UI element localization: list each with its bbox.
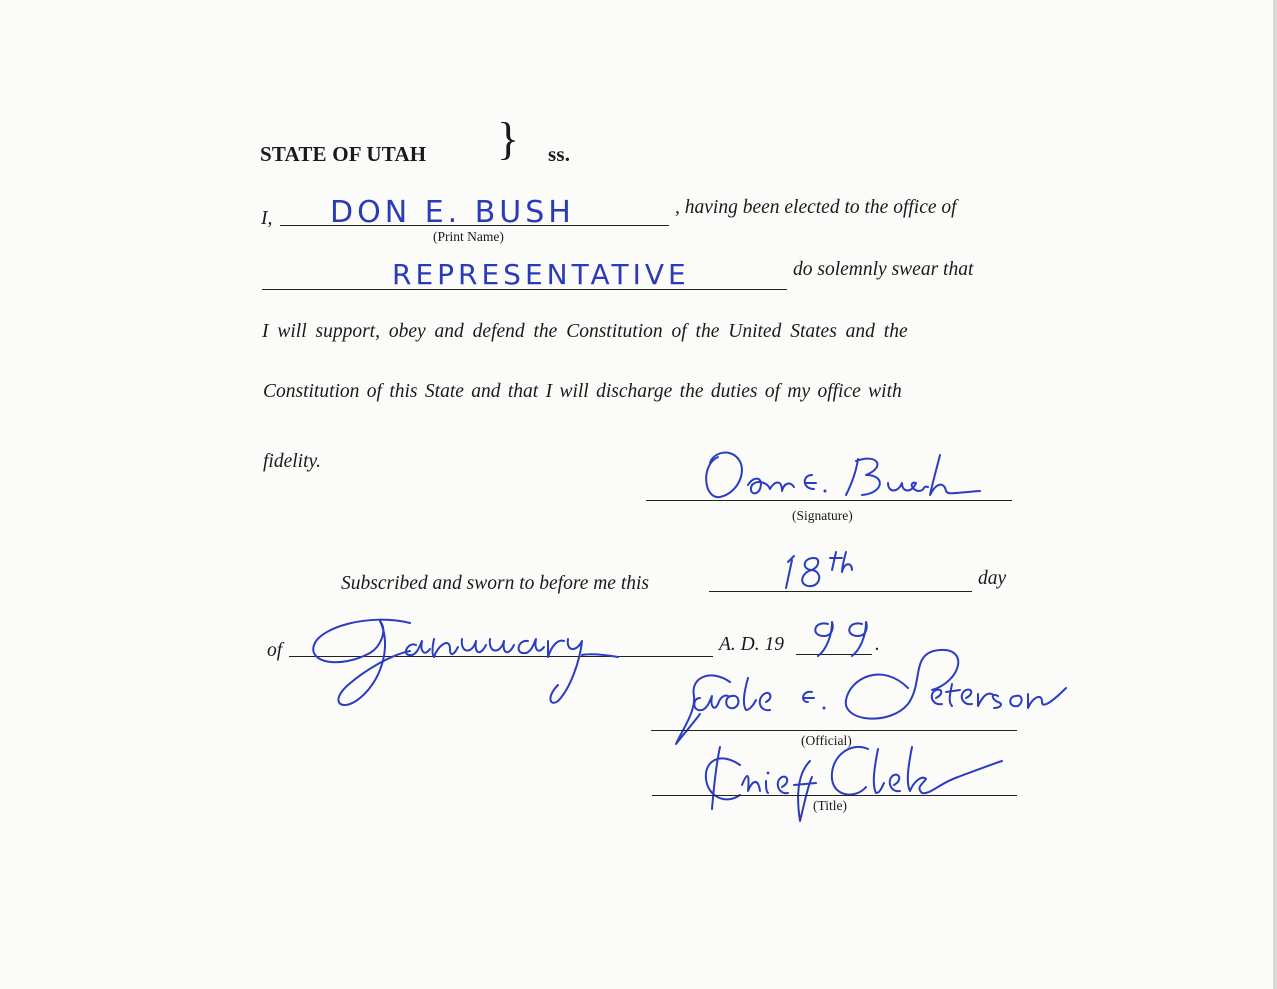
day-suffix: day <box>978 568 1007 589</box>
office-value: REPRESENTATIVE <box>392 258 690 291</box>
print-name-caption: (Print Name) <box>433 229 504 244</box>
title-caption: (Title) <box>813 798 848 813</box>
oath-line1-suffix: , having been elected to the office of <box>675 197 957 218</box>
of-label: of <box>267 640 283 661</box>
printed-name-value: DON E. BUSH <box>330 195 575 230</box>
year-period: . <box>875 634 880 655</box>
title-handwritten <box>690 725 1010 835</box>
oath-line1-prefix: I, <box>261 208 273 229</box>
oath-line5: fidelity. <box>263 451 321 472</box>
oath-line3: I will support, obey and defend the Constitution of the United States and the <box>262 321 908 342</box>
ad-label: A. D. 19 <box>719 634 784 655</box>
month-handwritten <box>300 605 630 715</box>
sworn-prefix: Subscribed and sworn to before me this <box>341 573 650 594</box>
ss-label: ss. <box>548 142 571 166</box>
signature-don-e-bush <box>690 445 990 515</box>
state-heading: STATE OF UTAH <box>260 142 427 166</box>
day-handwritten <box>780 548 880 598</box>
official-caption: (Official) <box>801 733 852 748</box>
title-line <box>652 795 1017 796</box>
scan-edge <box>1273 0 1277 989</box>
oath-line4: Constitution of this State and that I will discharge the duties of my office with <box>263 381 902 402</box>
oath-line2-suffix: do solemnly swear that <box>793 259 974 280</box>
signature-line <box>646 500 1012 501</box>
signature-caption: (Signature) <box>792 508 853 523</box>
bracket: } <box>497 113 520 164</box>
